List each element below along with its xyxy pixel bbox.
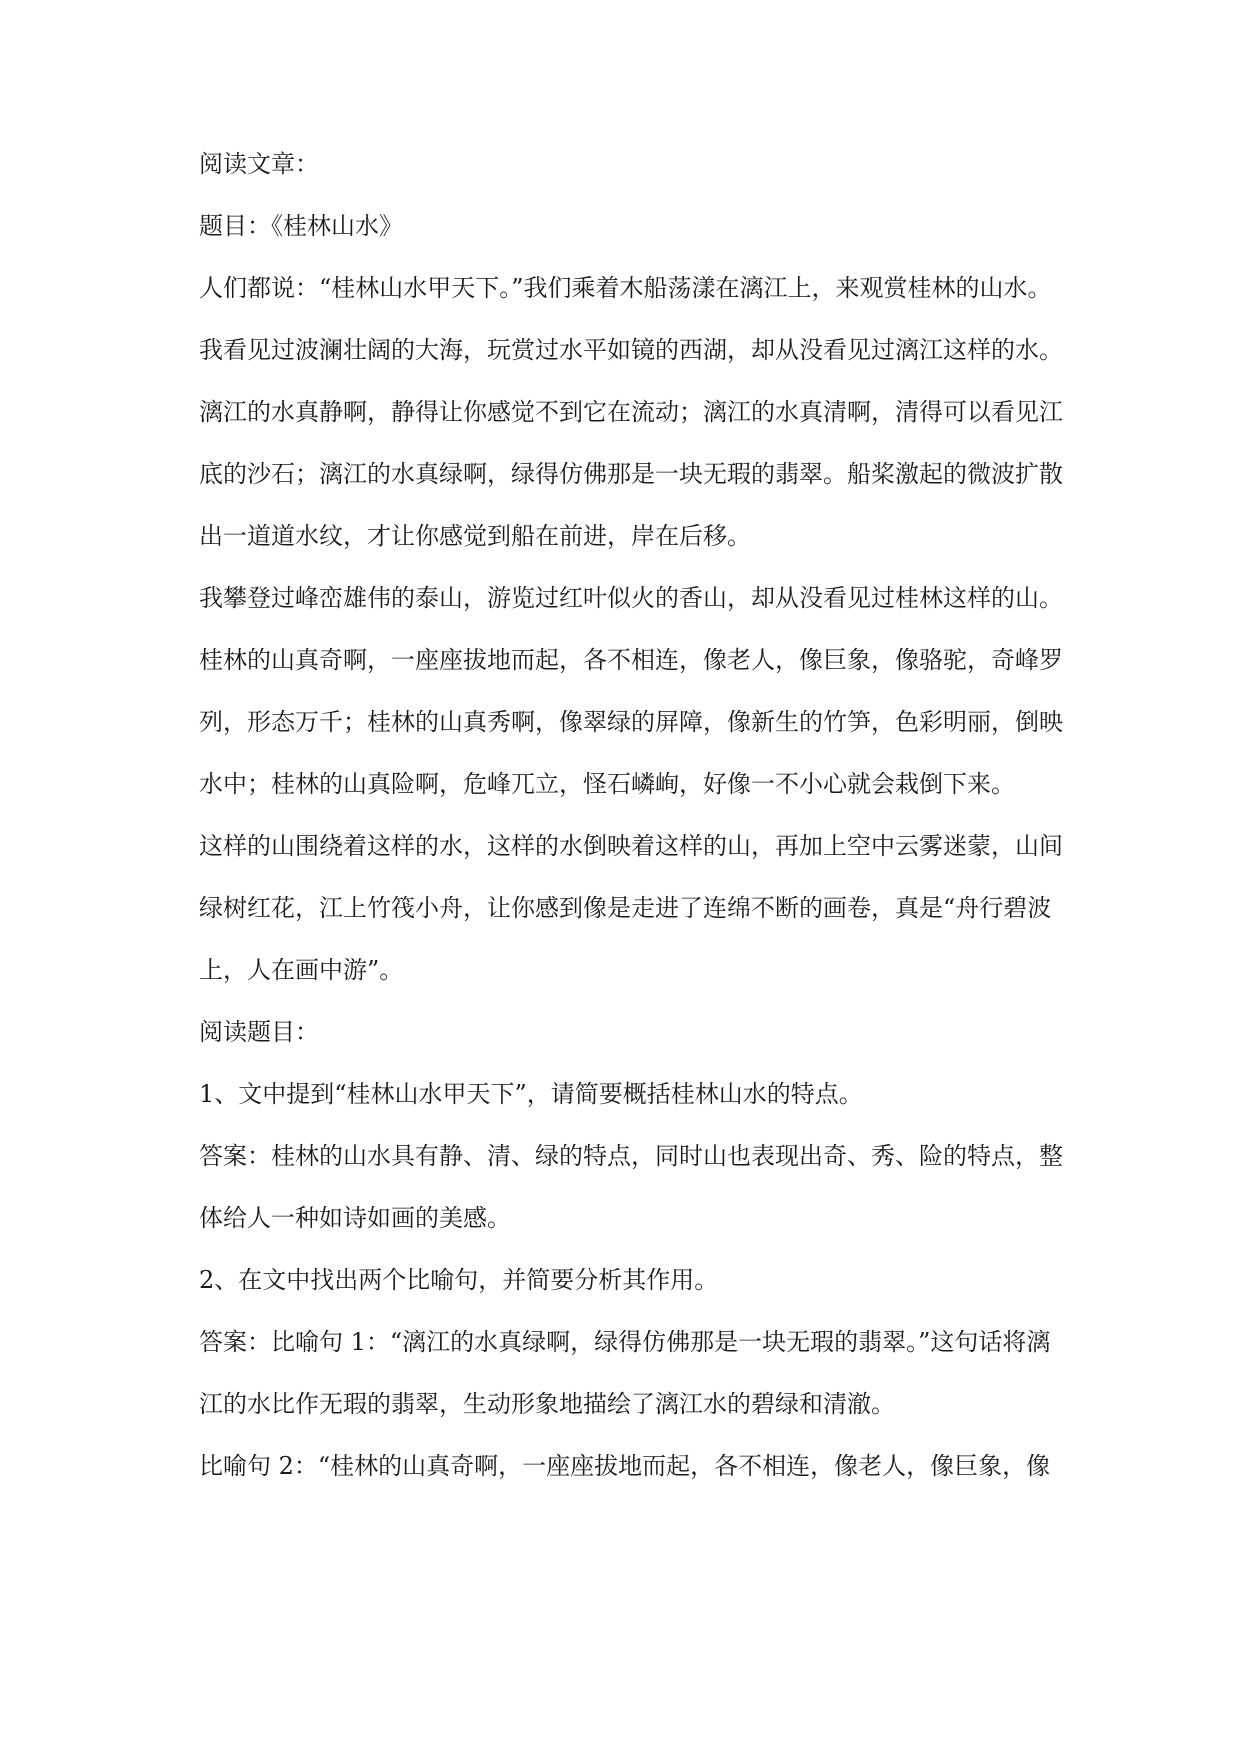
section-heading-questions: 阅读题目： — [199, 1018, 319, 1046]
paragraph-line: 上，人在画中游”。 — [199, 956, 404, 984]
paragraph-line: 漓江的水真静啊，静得让你感觉不到它在流动；漓江的水真清啊，清得可以看见江 — [199, 398, 1063, 426]
paragraph-line: 水中；桂林的山真险啊，危峰兀立，怪石嶙峋，好像一不小心就会栽倒下来。 — [199, 770, 1015, 798]
paragraph-line: 我看见过波澜壮阔的大海，玩赏过水平如镜的西湖，却从没看见过漓江这样的水。 — [199, 336, 1063, 364]
paragraph-line: 列，形态万千；桂林的山真秀啊，像翠绿的屏障，像新生的竹笋，色彩明丽，倒映 — [199, 708, 1063, 736]
paragraph-line: 人们都说：“桂林山水甲天下。”我们乘着木船荡漾在漓江上，来观赏桂林的山水。 — [199, 274, 1052, 302]
answer-2-line: 比喻句 2：“桂林的山真奇啊，一座座拔地而起，各不相连，像老人，像巨象，像 — [199, 1452, 1051, 1480]
paragraph-line: 绿树红花，江上竹筏小舟，让你感到像是走进了连绵不断的画卷，真是“舟行碧波 — [199, 894, 1052, 922]
article-title: 题目：《桂林山水》 — [199, 212, 403, 240]
document-body — [199, 140, 1099, 1504]
answer-1-line: 答案：桂林的山水具有静、清、绿的特点，同时山也表现出奇、秀、险的特点，整 — [199, 1142, 1063, 1170]
paragraph-line: 出一道道水纹，才让你感觉到船在前进，岸在后移。 — [199, 522, 751, 550]
question-2: 2、在文中找出两个比喻句，并简要分析其作用。 — [199, 1266, 719, 1294]
answer-2-line: 江的水比作无瑕的翡翠，生动形象地描绘了漓江水的碧绿和清澈。 — [199, 1390, 895, 1418]
section-heading-article: 阅读文章： — [199, 150, 319, 178]
answer-1-line: 体给人一种如诗如画的美感。 — [199, 1204, 511, 1232]
answer-2-line: 答案：比喻句 1：“漓江的水真绿啊，绿得仿佛那是一块无瑕的翡翠。”这句话将漓 — [199, 1328, 1051, 1356]
paragraph-line: 这样的山围绕着这样的水，这样的水倒映着这样的山，再加上空中云雾迷蒙，山间 — [199, 832, 1063, 860]
paragraph-line: 我攀登过峰峦雄伟的泰山，游览过红叶似火的香山，却从没看见过桂林这样的山。 — [199, 584, 1063, 612]
paragraph-line: 底的沙石；漓江的水真绿啊，绿得仿佛那是一块无瑕的翡翠。船桨激起的微波扩散 — [199, 460, 1063, 488]
question-1: 1、文中提到“桂林山水甲天下”，请简要概括桂林山水的特点。 — [199, 1080, 863, 1108]
paragraph-line: 桂林的山真奇啊，一座座拔地而起，各不相连，像老人，像巨象，像骆驼，奇峰罗 — [199, 646, 1063, 674]
